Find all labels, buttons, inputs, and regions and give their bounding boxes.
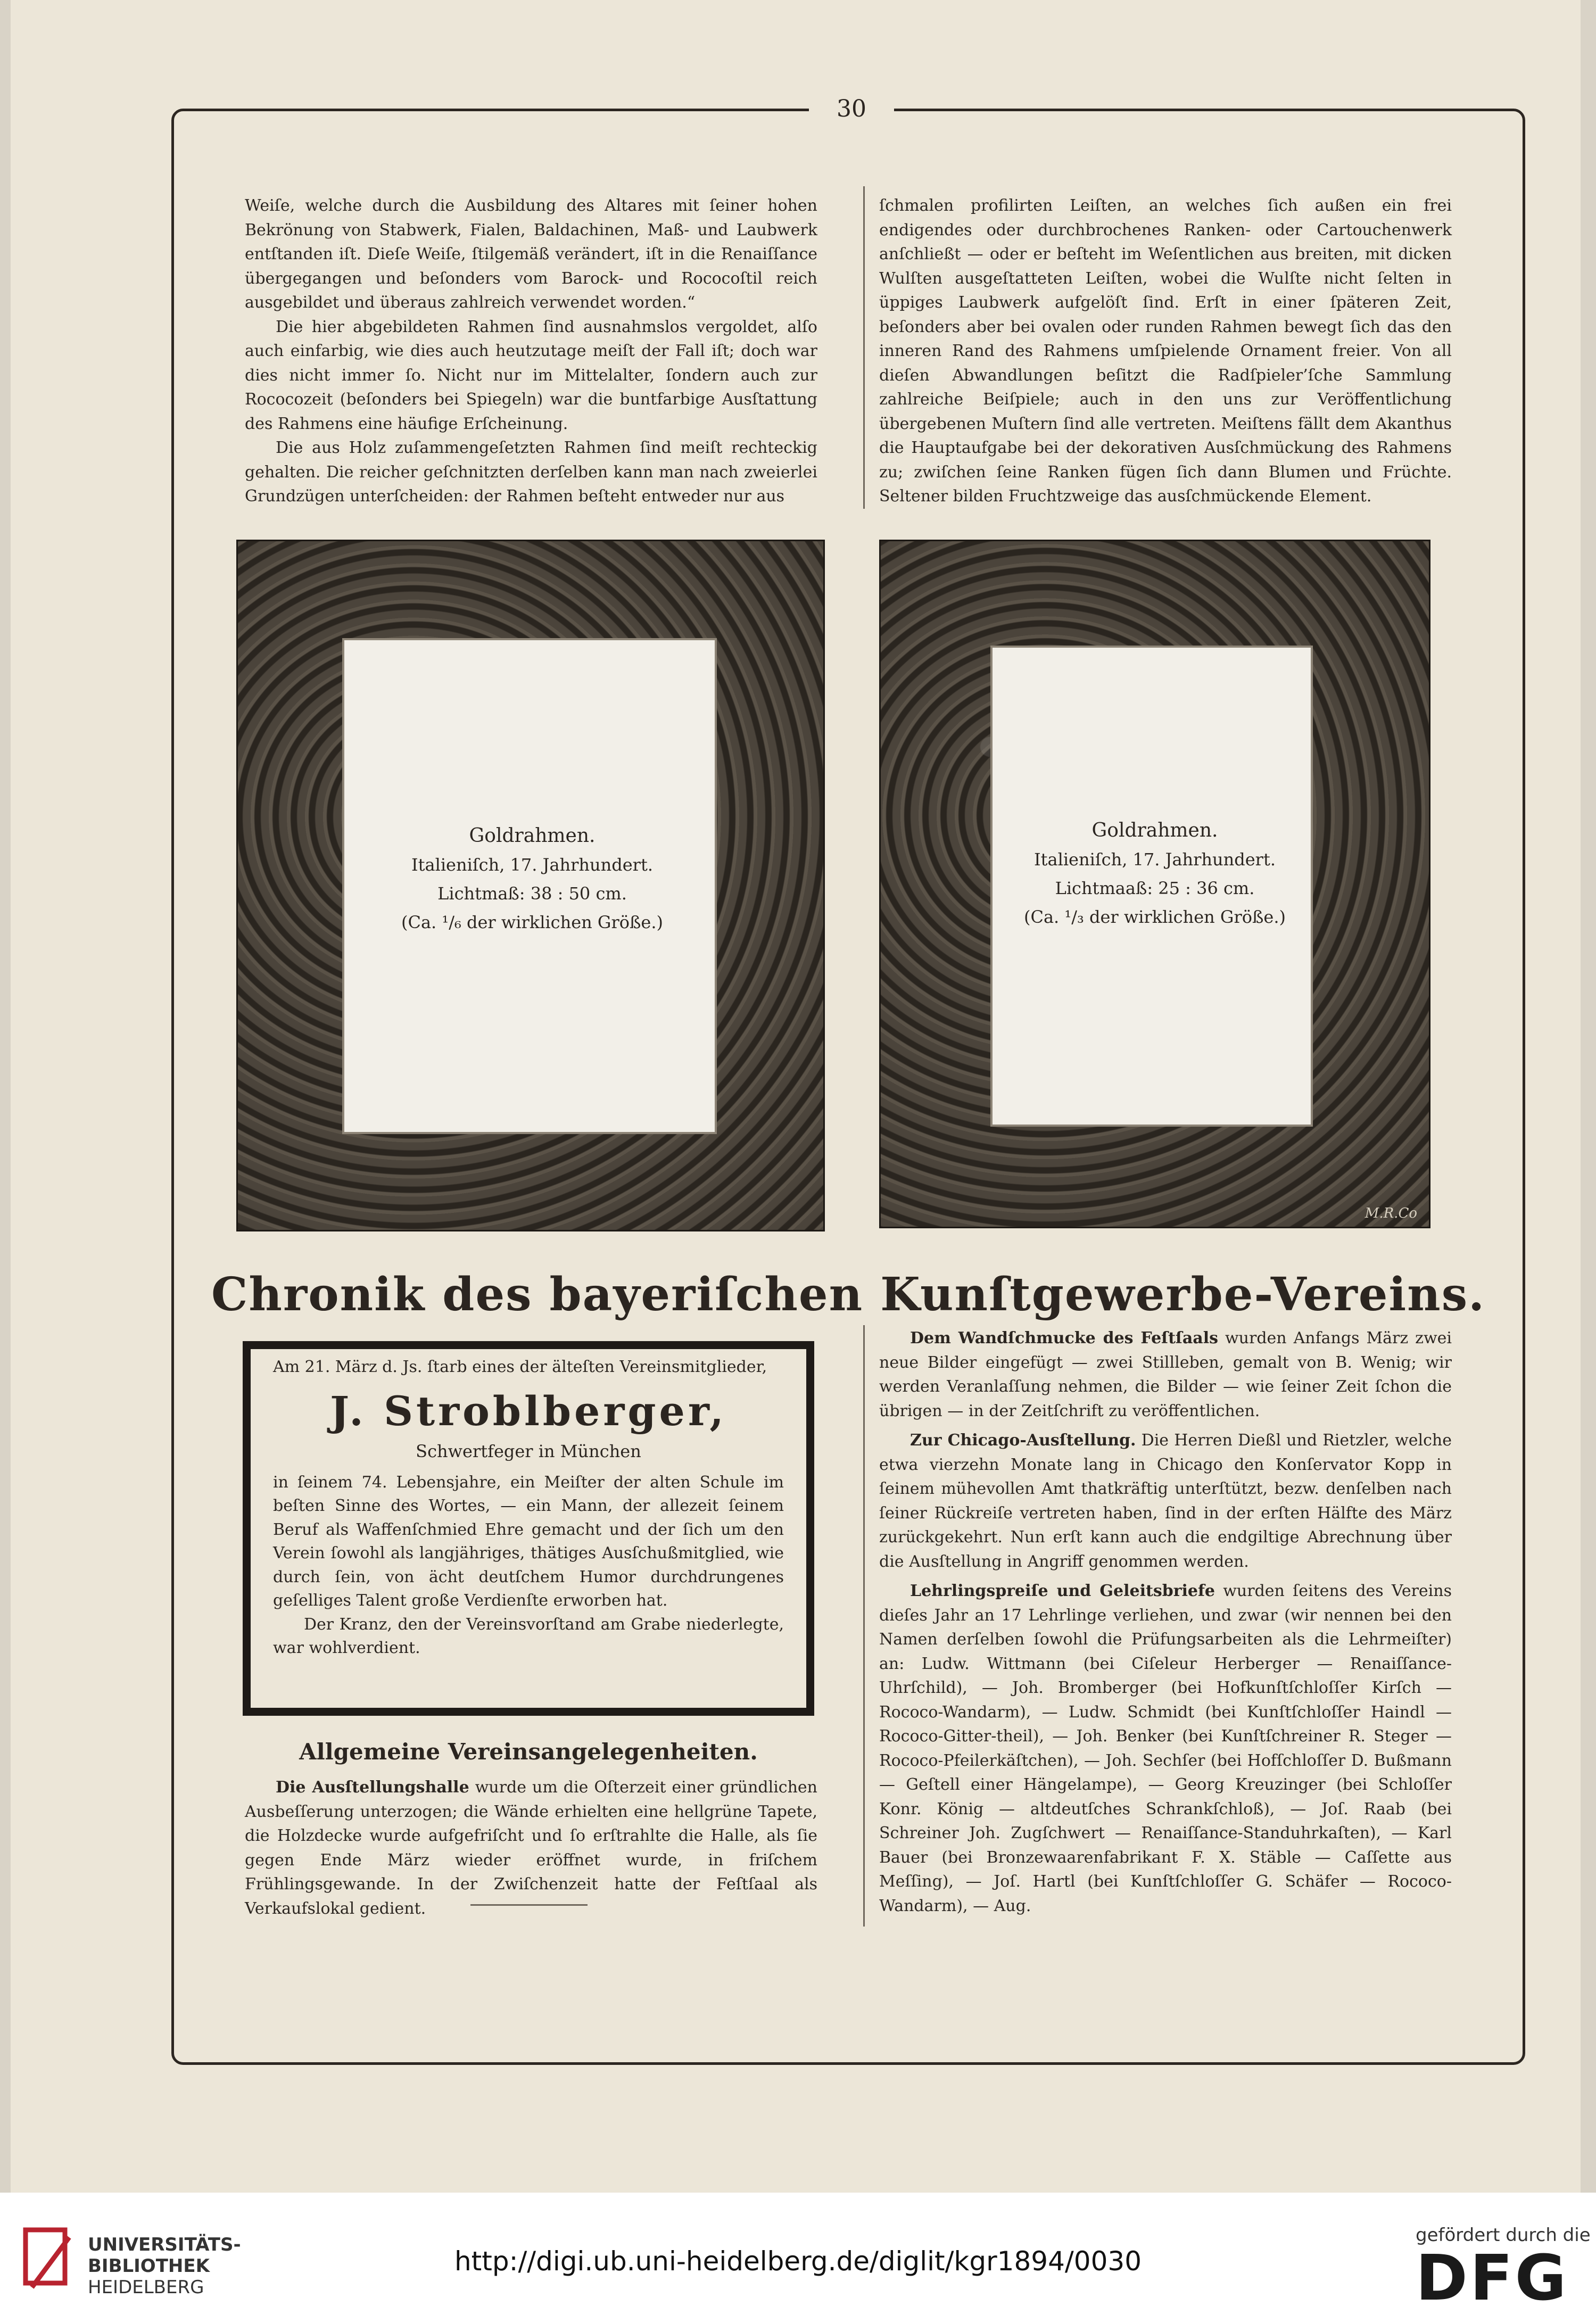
page-number: 30 bbox=[809, 90, 894, 128]
paragraph-text: wurden ſeitens des Vereins dieſes Jahr an 17 Lehrlinge verliehen, und zwar (wir nennen bei den Namen derſelben ſowohl die Prüfungsarbeiten als die Lehrmeiſter) an: Ludw. Wittmann (bei Ciſeleur Herberger — Renaiſſance-Uhrſchild), — Joh. Bromberger (bei Hofkunſtſchloſſer Kirſch — Rococo-Wandarm), — Ludw. Schmidt (bei Kunſtſchloſſer Haindl — Rococo-Gitter-theil), — Joh. Benker (bei Kunſtſchreiner R. Steger — Rococo-Pfeilerkäſtchen), — Joh. Sechſer (bei Hofſchloſſer D. Bußmann — Geſtell einer Hängelampe), — Georg Kreuzinger (bei Schloſſer Konr. König — altdeutſches Schrankſchloß), — Joſ. Raab (bei Schreiner Joh. Zugſchwert — Renaiſſance-Standuhrkaſten), — Karl Bauer (bei Bronzewaarenfabrikant F. X. Stäble — Caſſette aus Meſſing), — Joſ. Hartl (bei Kunſtſchloſſer G. Schäfer — Rococo-Wandarm), — Aug. bbox=[879, 1582, 1452, 1915]
obituary-box bbox=[243, 1341, 814, 1716]
paragraph-lead: Die Ausſtellungshalle bbox=[276, 1778, 469, 1797]
scanned-page bbox=[11, 0, 1581, 2193]
dfg-logo: DFG bbox=[1416, 2241, 1569, 2314]
obituary-closing: Der Kranz, den der Vereinsvorſtand am Grabe niederlegte, war wohlverdient. bbox=[273, 1615, 784, 1657]
caption-origin: Italieniſch, 17. Jahrhundert. bbox=[1034, 849, 1276, 870]
engraver-signature: M.R.Co bbox=[1365, 1205, 1417, 1221]
paragraph: Weiſe, welche durch die Ausbildung des Altares mit ſeiner hohen Bekrönung von Stabwerk, Fialen, Baldachinen, Maß- und Laubwerk entſtanden iſt. Dieſe Weiſe, ſtilgemäß verändert, iſt in die Renaiſſance übergegangen und beſonders vom Barock- und Rococoſtil reich ausgebildet und überaus zahlreich verwendet worden.“ bbox=[245, 196, 817, 312]
permalink-url[interactable]: http://digi.ub.uni-heidelberg.de/diglit/kgr1894/0030 bbox=[454, 2246, 1142, 2277]
paragraph bbox=[879, 1428, 1452, 1574]
library-name-line: BIBLIOTHEK bbox=[88, 2255, 210, 2277]
obituary-name: J. Stroblberger, bbox=[330, 1387, 727, 1435]
paragraph bbox=[879, 1326, 1452, 1423]
column-separator bbox=[863, 186, 865, 509]
caption-dimensions: Lichtmaaß: 25 : 36 cm. bbox=[1055, 878, 1255, 898]
right-column-top bbox=[879, 194, 1452, 509]
left-column-top bbox=[245, 194, 817, 509]
funding-note: gefördert durch die bbox=[1416, 2225, 1591, 2246]
caption-scale: (Ca. ¹/₆ der wirklichen Größe.) bbox=[401, 912, 663, 932]
obituary-subtitle: Schwertfeger in München bbox=[416, 1441, 641, 1461]
paragraph-lead: Dem Wandſchmucke des Feſtſaals bbox=[910, 1329, 1219, 1347]
viewer-footer bbox=[0, 2193, 1596, 2323]
obituary-intro: Am 21. März d. Js. ſtarb eines der älteſten Vereinsmitglieder, bbox=[273, 1358, 767, 1376]
paragraph-text: Die Herren Dießl und Rietzler, welche etwa vierzehn Monate lang in Chicago den Konſervator Kopp in ſeinem mühevollen Amt thatkräftig unterſtützt, bezw. denſelben nach ſeiner Rückreiſe vertreten haben, ſind in der erſten Hälfte des März zurückgekehrt. Nun erſt kann auch die endgiltige Abrechnung über die Ausſtellung in Angriff genommen werden. bbox=[879, 1431, 1452, 1571]
paragraph-text: wurde um die Oſterzeit einer gründlichen Ausbeſſerung unterzogen; die Wände erhielten eine hellgrüne Tapete, die Holzdecke wurde aufgefriſcht und ſo erſtrahlte die Halle, als ſie gegen Ende März wieder eröffnet wurde, in friſchem Frühlingsgewande. In der Zwiſchenzeit hatte der Feſtſaal als Verkaufslokal gedient. bbox=[245, 1778, 817, 1918]
library-name-line: HEIDELBERG bbox=[88, 2277, 204, 2298]
caption-title: Goldrahmen. bbox=[1091, 820, 1218, 841]
paragraph-text: wurden Anfangs März zwei neue Bilder eingefügt — zwei Stillleben, gemalt von B. Wenig; wir werden Veranlaſſung nehmen, die Bilder — wie ſeiner Zeit ſchon die übrigen — in der Zeitſchrift zu veröffentlichen. bbox=[879, 1329, 1452, 1420]
column-separator bbox=[863, 1325, 865, 1927]
caption-title: Goldrahmen. bbox=[469, 825, 596, 847]
paragraph-lead: Zur Chicago-Ausſtellung. bbox=[910, 1431, 1136, 1450]
section-heading: Allgemeine Vereinsangelegenheiten. bbox=[299, 1739, 758, 1765]
library-name-line: UNIVERSITÄTS- bbox=[88, 2234, 241, 2255]
caption-scale: (Ca. ¹/₃ der wirklichen Größe.) bbox=[1023, 907, 1286, 927]
paragraph: Die hier abgebildeten Rahmen ſind ausnahmslos vergoldet, alſo auch einfarbig, wie dies auch heutzutage meiſt der Fall iſt; doch war dies nicht immer ſo. Nicht nur im Mittelalter, ſondern auch zur Rococozeit (beſonders bei Spiegeln) war die buntfarbige Ausſtattung des Rahmens eine häufige Erſcheinung. bbox=[245, 317, 817, 433]
paragraph bbox=[879, 1579, 1452, 1918]
caption-left bbox=[351, 822, 713, 937]
end-rule bbox=[470, 1904, 588, 1906]
paragraph: ſchmalen profilirten Leiſten, an welches ſich außen ein frei endigendes oder durchbrochenes Ranken- oder Cartouchenwerk anſchließt — oder er beſteht im Weſentlichen aus breiten, mit dicken Wulſten ausgeſtatteten Leiſten, wobei die Wulſte nicht ſelten in üppiges Laubwerk aufgelöſt ſind. Erſt in einer ſpäteren Zeit, beſonders aber bei ovalen oder runden Rahmen bewegt ſich das den inneren Rand des Rahmens umſpielende Ornament freier. Von all dieſen Abwandlungen beſitzt die Radſpieler’ſche Sammlung zahlreiche Beiſpiele; auch in den uns zur Veröffentlichung übergebenen Muſtern ſind alle vertreten. Meiſtens fällt dem Akanthus die Hauptaufgabe bei der dekorativen Ausſchmückung des Rahmens zu; zwiſchen ſeine Ranken fügen ſich dann Blumen und Früchte. Seltener bilden Fruchtzweige das ausſchmückende Element. bbox=[879, 196, 1452, 506]
chronicle-title: Chronik des bayeriſchen Kunſtgewerbe-Vereins. bbox=[211, 1268, 1486, 1321]
right-column-bottom bbox=[879, 1326, 1452, 1918]
caption-dimensions: Lichtmaß: 38 : 50 cm. bbox=[437, 883, 627, 904]
obituary-body: in ſeinem 74. Lebensjahre, ein Meiſter der alten Schule im beſten Sinne des Wortes, — ein Mann, der allezeit ſeinem Beruf als Waffenſchmied Ehre gemacht und der ſich um den Verein ſowohl als langjähriges, thätiges Ausſchußmitglied, wie durch ſein, von ächt deutſchem Humor durchdrungenes geſelliges Talent große Verdienſte erworben hat. bbox=[273, 1473, 784, 1610]
left-column-bottom bbox=[245, 1775, 817, 1921]
caption-origin: Italieniſch, 17. Jahrhundert. bbox=[411, 855, 653, 875]
paragraph: Die aus Holz zuſammengeſetzten Rahmen ſind meiſt rechteckig gehalten. Die reicher geſchnitzten derſelben kann man nach zweierlei Grundzügen unterſcheiden: der Rahmen beſteht entweder nur aus bbox=[245, 439, 817, 506]
paragraph-lead: Lehrlingspreiſe und Geleitsbriefe bbox=[910, 1582, 1215, 1600]
caption-right bbox=[1006, 816, 1304, 931]
